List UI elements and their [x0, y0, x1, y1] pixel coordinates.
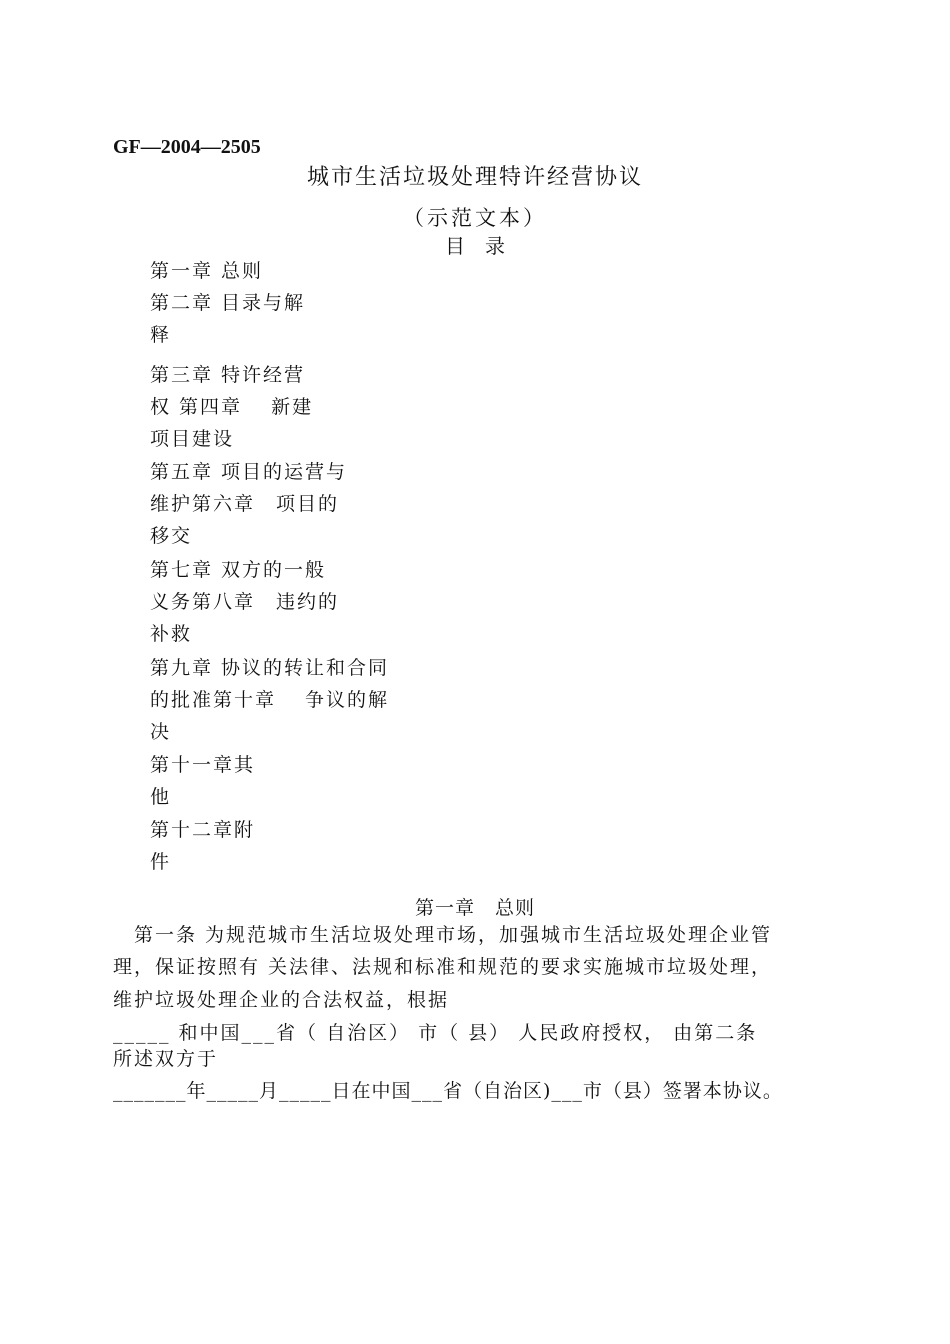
body-line: 所述双方于	[113, 1048, 219, 1070]
body-line: 第一条 为规范城市生活垃圾处理市场，加强城市生活垃圾处理企业管	[113, 924, 773, 946]
toc-line: 第十二章附	[150, 819, 256, 841]
document-title: 城市生活垃圾处理特许经营协议	[306, 165, 643, 190]
toc-line: 第七章 双方的一般	[150, 559, 327, 581]
toc-line: 他	[150, 786, 172, 808]
chapter-heading: 第一章 总则	[414, 897, 535, 919]
body-line: 维护垃圾处理企业的合法权益，根据	[113, 989, 450, 1011]
standard-code: GF—2004—2505	[113, 136, 261, 158]
body-line: 理，保证按照有 关法律、法规和标准和规范的要求实施城市垃圾处理，	[113, 956, 773, 978]
toc-line: 件	[150, 851, 172, 873]
toc-line: 第十一章其	[150, 754, 256, 776]
toc-line: 第二章 目录与解	[150, 292, 306, 314]
toc-line: 补救	[150, 623, 193, 645]
toc-line: 第一章 总则	[150, 260, 264, 282]
toc-line: 维护第六章 项目的	[150, 493, 340, 515]
document-subtitle: （示范文本）	[403, 206, 547, 230]
toc-line: 义务第八章 违约的	[150, 591, 340, 613]
toc-line: 项目建设	[150, 428, 235, 450]
body-line: _____ 和中国___省（ 自治区） 市（ 县） 人民政府授权， 由第二条	[113, 1022, 758, 1044]
toc-line: 第九章 协议的转让和合同	[150, 657, 390, 679]
toc-line: 释	[150, 324, 172, 346]
toc-line: 的批准第十章 争议的解	[150, 689, 390, 711]
body-line: _______年_____月_____日在中国___省（自治区)___市（县）签署本协议。	[113, 1080, 783, 1102]
toc-line: 第五章 项目的运营与	[150, 461, 348, 483]
toc-line: 决	[150, 721, 172, 743]
toc-line: 权 第四章 新建	[150, 396, 314, 418]
toc-line: 移交	[150, 525, 193, 547]
toc-heading: 目 录	[445, 234, 505, 258]
toc-line: 第三章 特许经营	[150, 364, 306, 386]
